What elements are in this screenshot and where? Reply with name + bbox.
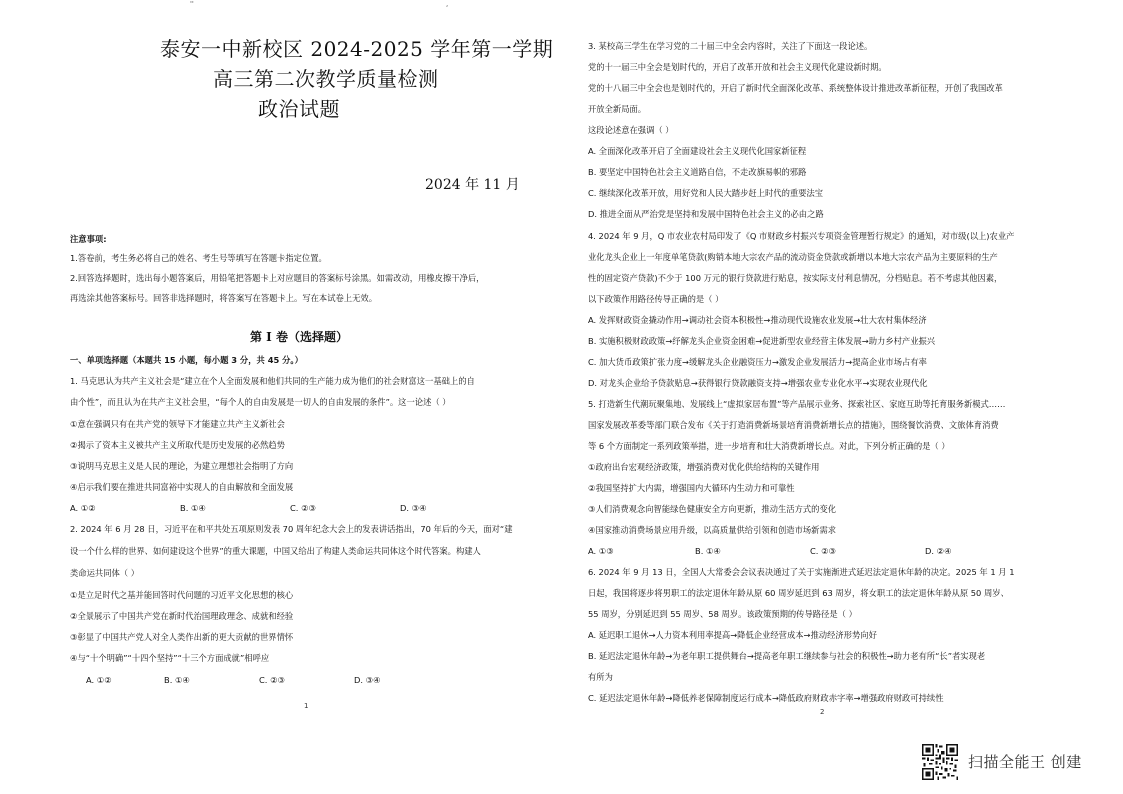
question-3-quote: 党的十八届三中全会也是划时代的，开启了新时代全面深化改革、系统整体设计推进改革新征程，开创了我国改革 bbox=[588, 83, 1003, 93]
question-3-question: 这段论述意在强调（ ） bbox=[588, 125, 674, 135]
notice-title: 注意事项: bbox=[70, 234, 107, 244]
exam-title-subject: 政治试题 bbox=[258, 97, 340, 121]
option-c: C. ②③ bbox=[259, 675, 285, 685]
question-6-stem: 55 周岁，分别延迟到 55 周岁、58 周岁。该政策预期的传导路径是（ ） bbox=[588, 609, 857, 619]
question-6-answer: 有所为 bbox=[588, 672, 613, 682]
question-3-stem: 3. 某校高三学生在学习党的二十届三中全会内容时，关注了下面这一段论述。 bbox=[588, 41, 873, 51]
question-1-item: ④启示我们要在推进共同富裕中实现人的自由解放和全面发展 bbox=[70, 482, 294, 492]
option-d: D. ③④ bbox=[400, 503, 427, 513]
question-3-quote: 党的十一届三中全会是划时代的，开启了改革开放和社会主义现代化建设新时期。 bbox=[588, 62, 887, 72]
question-3-answer: D. 推进全面从严治党是坚持和发展中国特色社会主义的必由之路 bbox=[588, 209, 824, 219]
notice-line: 2.回答选择题时，选出每小题答案后，用铅笔把答题卡上对应题目的答案标号涂黑。如需改动，用橡皮擦干净后， bbox=[70, 273, 485, 283]
question-6-answer: B. 延迟法定退休年龄→为老年职工提供舞台→提高老年职工继续参与社会的积极性→助力老有所“长”者实现老 bbox=[588, 651, 986, 661]
exam-title-exam: 高三第二次教学质量检测 bbox=[213, 67, 439, 91]
option-a: A. ①③ bbox=[588, 546, 614, 556]
section-subtitle: 一、单项选择题（本题共 15 小题，每小题 3 分，共 45 分。） bbox=[70, 355, 303, 365]
qr-code-icon bbox=[922, 744, 958, 780]
option-b: B. ①④ bbox=[180, 503, 206, 513]
question-5-stem: 等 6 个方面制定一系列政策举措，进一步培育和壮大消费新增长点。对此，下列分析正确的是（ ） bbox=[588, 441, 950, 451]
question-1-item: ③说明马克思主义是人民的理论，为建立理想社会指明了方向 bbox=[70, 461, 294, 471]
question-3-answer: C. 继续深化改革开放，用好党和人民大踏步赶上时代的重要法宝 bbox=[588, 188, 824, 198]
question-1-item: ②揭示了资本主义被共产主义所取代是历史发展的必然趋势 bbox=[70, 440, 285, 450]
question-3-answer: B. 要坚定中国特色社会主义道路自信，不走改旗易帜的邪路 bbox=[588, 167, 807, 177]
option-a: A. ①② bbox=[70, 503, 96, 513]
section-title: 第 I 卷（选择题） bbox=[250, 330, 348, 344]
option-d: D. ③④ bbox=[354, 675, 381, 685]
question-4-stem: 业化龙头企业上一年度单笔贷款(购销本地大宗农产品的流动资金贷款或新增以本地大宗农产品为主要原料的生产 bbox=[588, 252, 998, 262]
question-5-item: ②我国坚持扩大内需，增强国内大循环内生动力和可靠性 bbox=[588, 483, 795, 493]
question-4-answer: C. 加大货币政策扩张力度→缓解龙头企业融资压力→激发企业发展活力→提高企业市场占有率 bbox=[588, 357, 927, 367]
option-c: C. ②③ bbox=[290, 503, 316, 513]
scanner-watermark bbox=[920, 742, 1120, 782]
scan-speck: , bbox=[446, 0, 449, 8]
scan-speck: '' bbox=[190, 0, 194, 8]
question-6-stem: 日起，我国将逐步将男职工的法定退休年龄从原 60 周岁延迟到 63 周岁，将女职工的法定退休年龄从原 50 周岁、 bbox=[588, 588, 1009, 598]
question-1-stem: 1. 马克思认为共产主义社会是“建立在个人全面发展和他们共同的生产能力成为他们的社会财富这一基础上的自 bbox=[70, 376, 475, 386]
question-6-answer: A. 延迟职工退休→人力资本利用率提高→降低企业经营成本→推动经济形势向好 bbox=[588, 630, 877, 640]
question-4-answer: D. 对龙头企业给予贷款贴息→获得银行贷款融资支持→增强农业专业化水平→实现农业现代化 bbox=[588, 378, 928, 388]
question-5-options bbox=[588, 545, 1005, 557]
question-4-stem: 性的固定资产贷款)不少于 100 万元的银行贷款进行贴息，按实际支付利息情况，分档贴息。若不考虑其他因素， bbox=[588, 273, 1003, 283]
question-5-item: ①政府出台宏观经济政策，增强消费对优化供给结构的关键作用 bbox=[588, 462, 820, 472]
question-1-options bbox=[70, 502, 490, 514]
question-2-stem: 2. 2024 年 6 月 28 日，习近平在和平共处五项原则发表 70 周年纪念大会上的发表讲话指出，70 年后的今天，面对“建 bbox=[70, 524, 513, 534]
question-4-answer: B. 实施积极财政政策→纾解龙头企业资金困难→促进新型农业经营主体发展→助力乡村产业振兴 bbox=[588, 336, 936, 346]
page-number: 1 bbox=[304, 702, 309, 710]
exam-date: 2024 年 11 月 bbox=[425, 177, 520, 193]
question-5-item: ④国家推动消费场景应用升级，以高质量供给引领和创造市场新需求 bbox=[588, 525, 837, 535]
question-2-stem: 设一个什么样的世界、如何建设这个世界”的重大课题，中国又给出了构建人类命运共同体这个时代答案。构建人 bbox=[70, 546, 481, 556]
question-2-item: ④与“十个明确”“十四个坚持”“十三个方面成就”相呼应 bbox=[70, 653, 270, 663]
exam-title-school: 泰安一中新校区 2024-2025 学年第一学期 bbox=[160, 37, 554, 61]
question-5-stem: 国家发展改革委等部门联合发布《关于打造消费新场景培育消费新增长点的措施》，围绕餐饮消费、文旅体育消费 bbox=[588, 420, 999, 430]
option-a: A. ①② bbox=[86, 675, 112, 685]
page-number: 2 bbox=[820, 708, 825, 716]
question-2-item: ①是立足时代之基并能回答时代问题的习近平文化思想的核心 bbox=[70, 590, 294, 600]
scanner-label: 扫描全能王 创建 bbox=[968, 753, 1082, 771]
question-4-stem: 4. 2024 年 9 月，Q 市农业农村局印发了《Q 市财政乡村振兴专项资金管理暂行规定》的通知，对市级(以上)农业产 bbox=[588, 231, 1015, 241]
question-2-stem: 类命运共同体（ ） bbox=[70, 568, 140, 578]
notice-line: 再选涂其他答案标号。回答非选择题时，将答案写在答题卡上。写在本试卷上无效。 bbox=[70, 293, 377, 303]
notice-line: 1.答卷前，考生务必将自己的姓名、考生号等填写在答题卡指定位置。 bbox=[70, 253, 327, 263]
option-d: D. ②④ bbox=[925, 546, 952, 556]
option-b: B. ①④ bbox=[695, 546, 721, 556]
question-3-quote: 开放全新局面。 bbox=[588, 104, 647, 114]
question-2-item: ③彰显了中国共产党人对全人类作出新的更大贡献的世界情怀 bbox=[70, 632, 294, 642]
option-b: B. ①④ bbox=[164, 675, 190, 685]
question-5-item: ③人们消费观念向智能绿色健康安全方向更新，推动生活方式的变化 bbox=[588, 504, 837, 514]
question-6-answer: C. 延迟法定退休年龄→降低养老保障制度运行成本→降低政府财政赤字率→增强政府财政可持续性 bbox=[588, 693, 944, 703]
left-page bbox=[0, 0, 561, 794]
question-4-answer: A. 发挥财政资金撬动作用→调动社会资本积极性→推动现代设施农业发展→壮大农村集体经济 bbox=[588, 315, 927, 325]
question-1-item: ①意在强调只有在共产党的领导下才能建立共产主义新社会 bbox=[70, 419, 285, 429]
question-3-answer: A. 全面深化改革开启了全面建设社会主义现代化国家新征程 bbox=[588, 146, 807, 156]
question-6-stem: 6. 2024 年 9 月 13 日，全国人大常委会会议表决通过了关于实施渐进式延迟法定退休年龄的决定。2025 年 1 月 1 bbox=[588, 567, 1015, 577]
question-5-stem: 5. 打造新生代潮玩聚集地、发展线上“虚拟家居布置”等产品展示业务、探索社区、家庭互助等托育服务新模式…… bbox=[588, 399, 1006, 409]
question-2-options bbox=[86, 674, 444, 686]
question-2-item: ②全景展示了中国共产党在新时代治国理政理念、成就和经验 bbox=[70, 611, 294, 621]
question-4-stem: 以下政策作用路径传导正确的是（ ） bbox=[588, 294, 724, 304]
option-c: C. ②③ bbox=[810, 546, 836, 556]
question-1-stem: 由个性”，而且认为在共产主义社会里，“每个人的自由发展是一切人的自由发展的条件”。这一论述（ ） bbox=[70, 397, 451, 407]
